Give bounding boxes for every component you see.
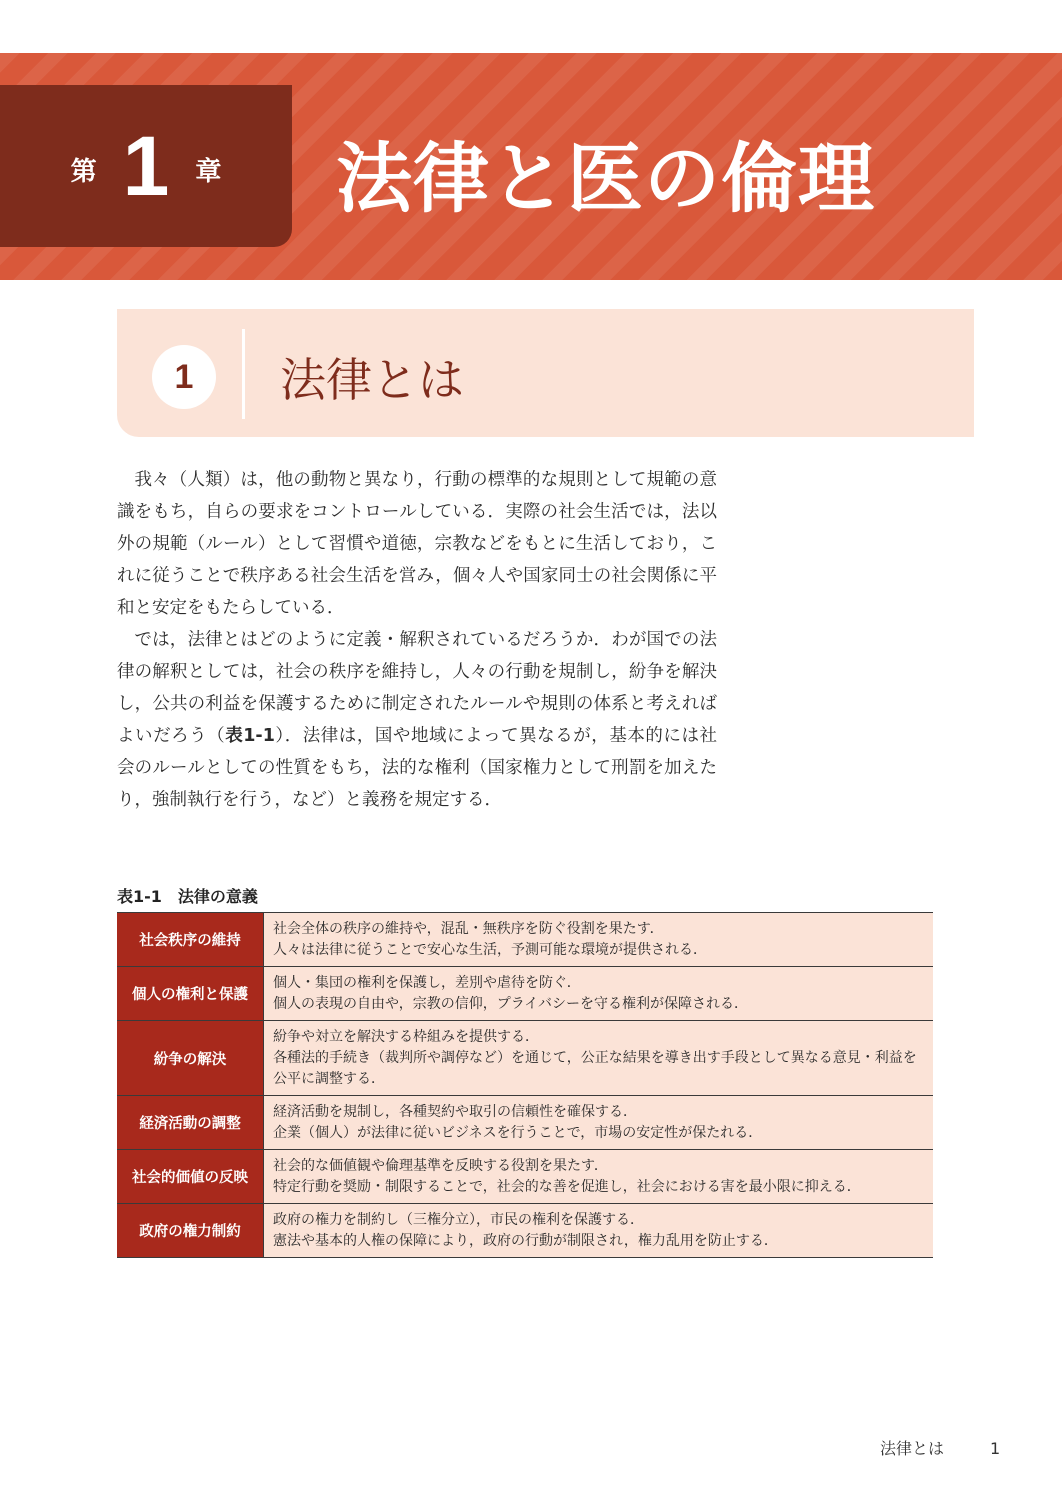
row-label: 個人の権利と保護 [117,967,264,1021]
section-title: 法律とは [280,353,464,407]
description-line: 特定行動を奨励・制限することで，社会的な善を促進し，社会における害を最小限に抑える． [273,1178,861,1195]
section-number: 1 [152,345,216,409]
paragraph-2 [117,624,717,816]
description-line: 政府の権力を制約し（三権分立），市民の権利を保護する． [273,1211,644,1228]
table-caption-number: 表1-1 [117,887,162,906]
table-row [117,967,933,1021]
description-line: 個人・集団の権利を保護し，差別や虐待を防ぐ． [273,974,581,991]
table-row [117,1096,933,1150]
body-text [117,464,717,816]
chapter-number-tab [0,85,292,247]
section-header [117,309,974,437]
row-description [264,1021,934,1096]
description-line: 経済活動を規制し，各種契約や取引の信頼性を確保する． [273,1103,637,1120]
table-reference-link[interactable]: 表1-1 [225,726,275,746]
description-line: 個人の表現の自由や，宗教の信仰，プライバシーを守る権利が保障される． [273,995,749,1012]
chapter-prefix: 第 [70,156,97,187]
law-significance-table [117,912,933,1258]
table-row [117,1150,933,1204]
description-line: 各種法的手続き（裁判所や調停など）を通じて，公正な結果を導き出す手段として異なる意見・利益を公平に調整する． [273,1049,917,1087]
row-label: 社会的価値の反映 [117,1150,264,1204]
paragraph-2-text: では，法律とはどのように定義・解釈されているだろうか．わが国での法律の解釈としては，社会の秩序を維持し，人々の行動を規制し，紛争を解決し，公共の利益を保護するために制定されたルールや規則の体系と考えればよいだろう（ [117,630,717,746]
row-description [264,913,934,967]
table-caption-title: 法律の意義 [177,887,258,906]
description-line: 人々は法律に従うことで安心な生活，予測可能な環境が提供される． [273,941,707,958]
row-label: 社会秩序の維持 [117,913,264,967]
row-label: 紛争の解決 [117,1021,264,1096]
page-footer [880,1436,1000,1459]
row-description [264,1204,934,1258]
row-description [264,1150,934,1204]
paragraph-1: 我々（人類）は，他の動物と異なり，行動の標準的な規則として規範の意識をもち，自らの要求をコントロールしている．実際の社会生活では，法以外の規範（ルール）として習慣や道徳，宗教などをもとに生活しており，これに従うことで秩序ある社会生活を営み，個々人や国家同士の社会関係に平和と安定をもたらしている． [117,470,717,618]
chapter-suffix: 章 [195,156,222,187]
description-line: 紛争や対立を解決する枠組みを提供する． [273,1028,539,1045]
row-description [264,967,934,1021]
page-number: 1 [990,1439,1001,1458]
section-divider [242,329,245,419]
description-line: 憲法や基本的人権の保障により，政府の行動が制限され，権力乱用を防止する． [273,1232,778,1249]
row-label: 経済活動の調整 [117,1096,264,1150]
row-description [264,1096,934,1150]
row-label: 政府の権力制約 [117,1204,264,1258]
paragraph-2-text-end: ）．法律は，国や地域によって異なるが，基本的には社会のルールとしての性質をもち，法的な権利（国家権力として刑罰を加えたり，強制執行を行う，など）と義務を規定する． [117,726,718,810]
table-row [117,1021,933,1096]
chapter-title: 法律と医の倫理 [336,134,875,223]
table-row [117,913,933,967]
description-line: 社会全体の秩序の維持や，混乱・無秩序を防ぐ役割を果たす． [273,920,664,937]
running-title: 法律とは [880,1439,945,1458]
description-line: 社会的な価値観や倫理基準を反映する役割を果たす． [273,1157,608,1174]
table-row [117,1204,933,1258]
chapter-number: 1 [122,118,170,213]
table-caption [117,884,258,907]
description-line: 企業（個人）が法律に従いビジネスを行うことで，市場の安定性が保たれる． [273,1124,763,1141]
